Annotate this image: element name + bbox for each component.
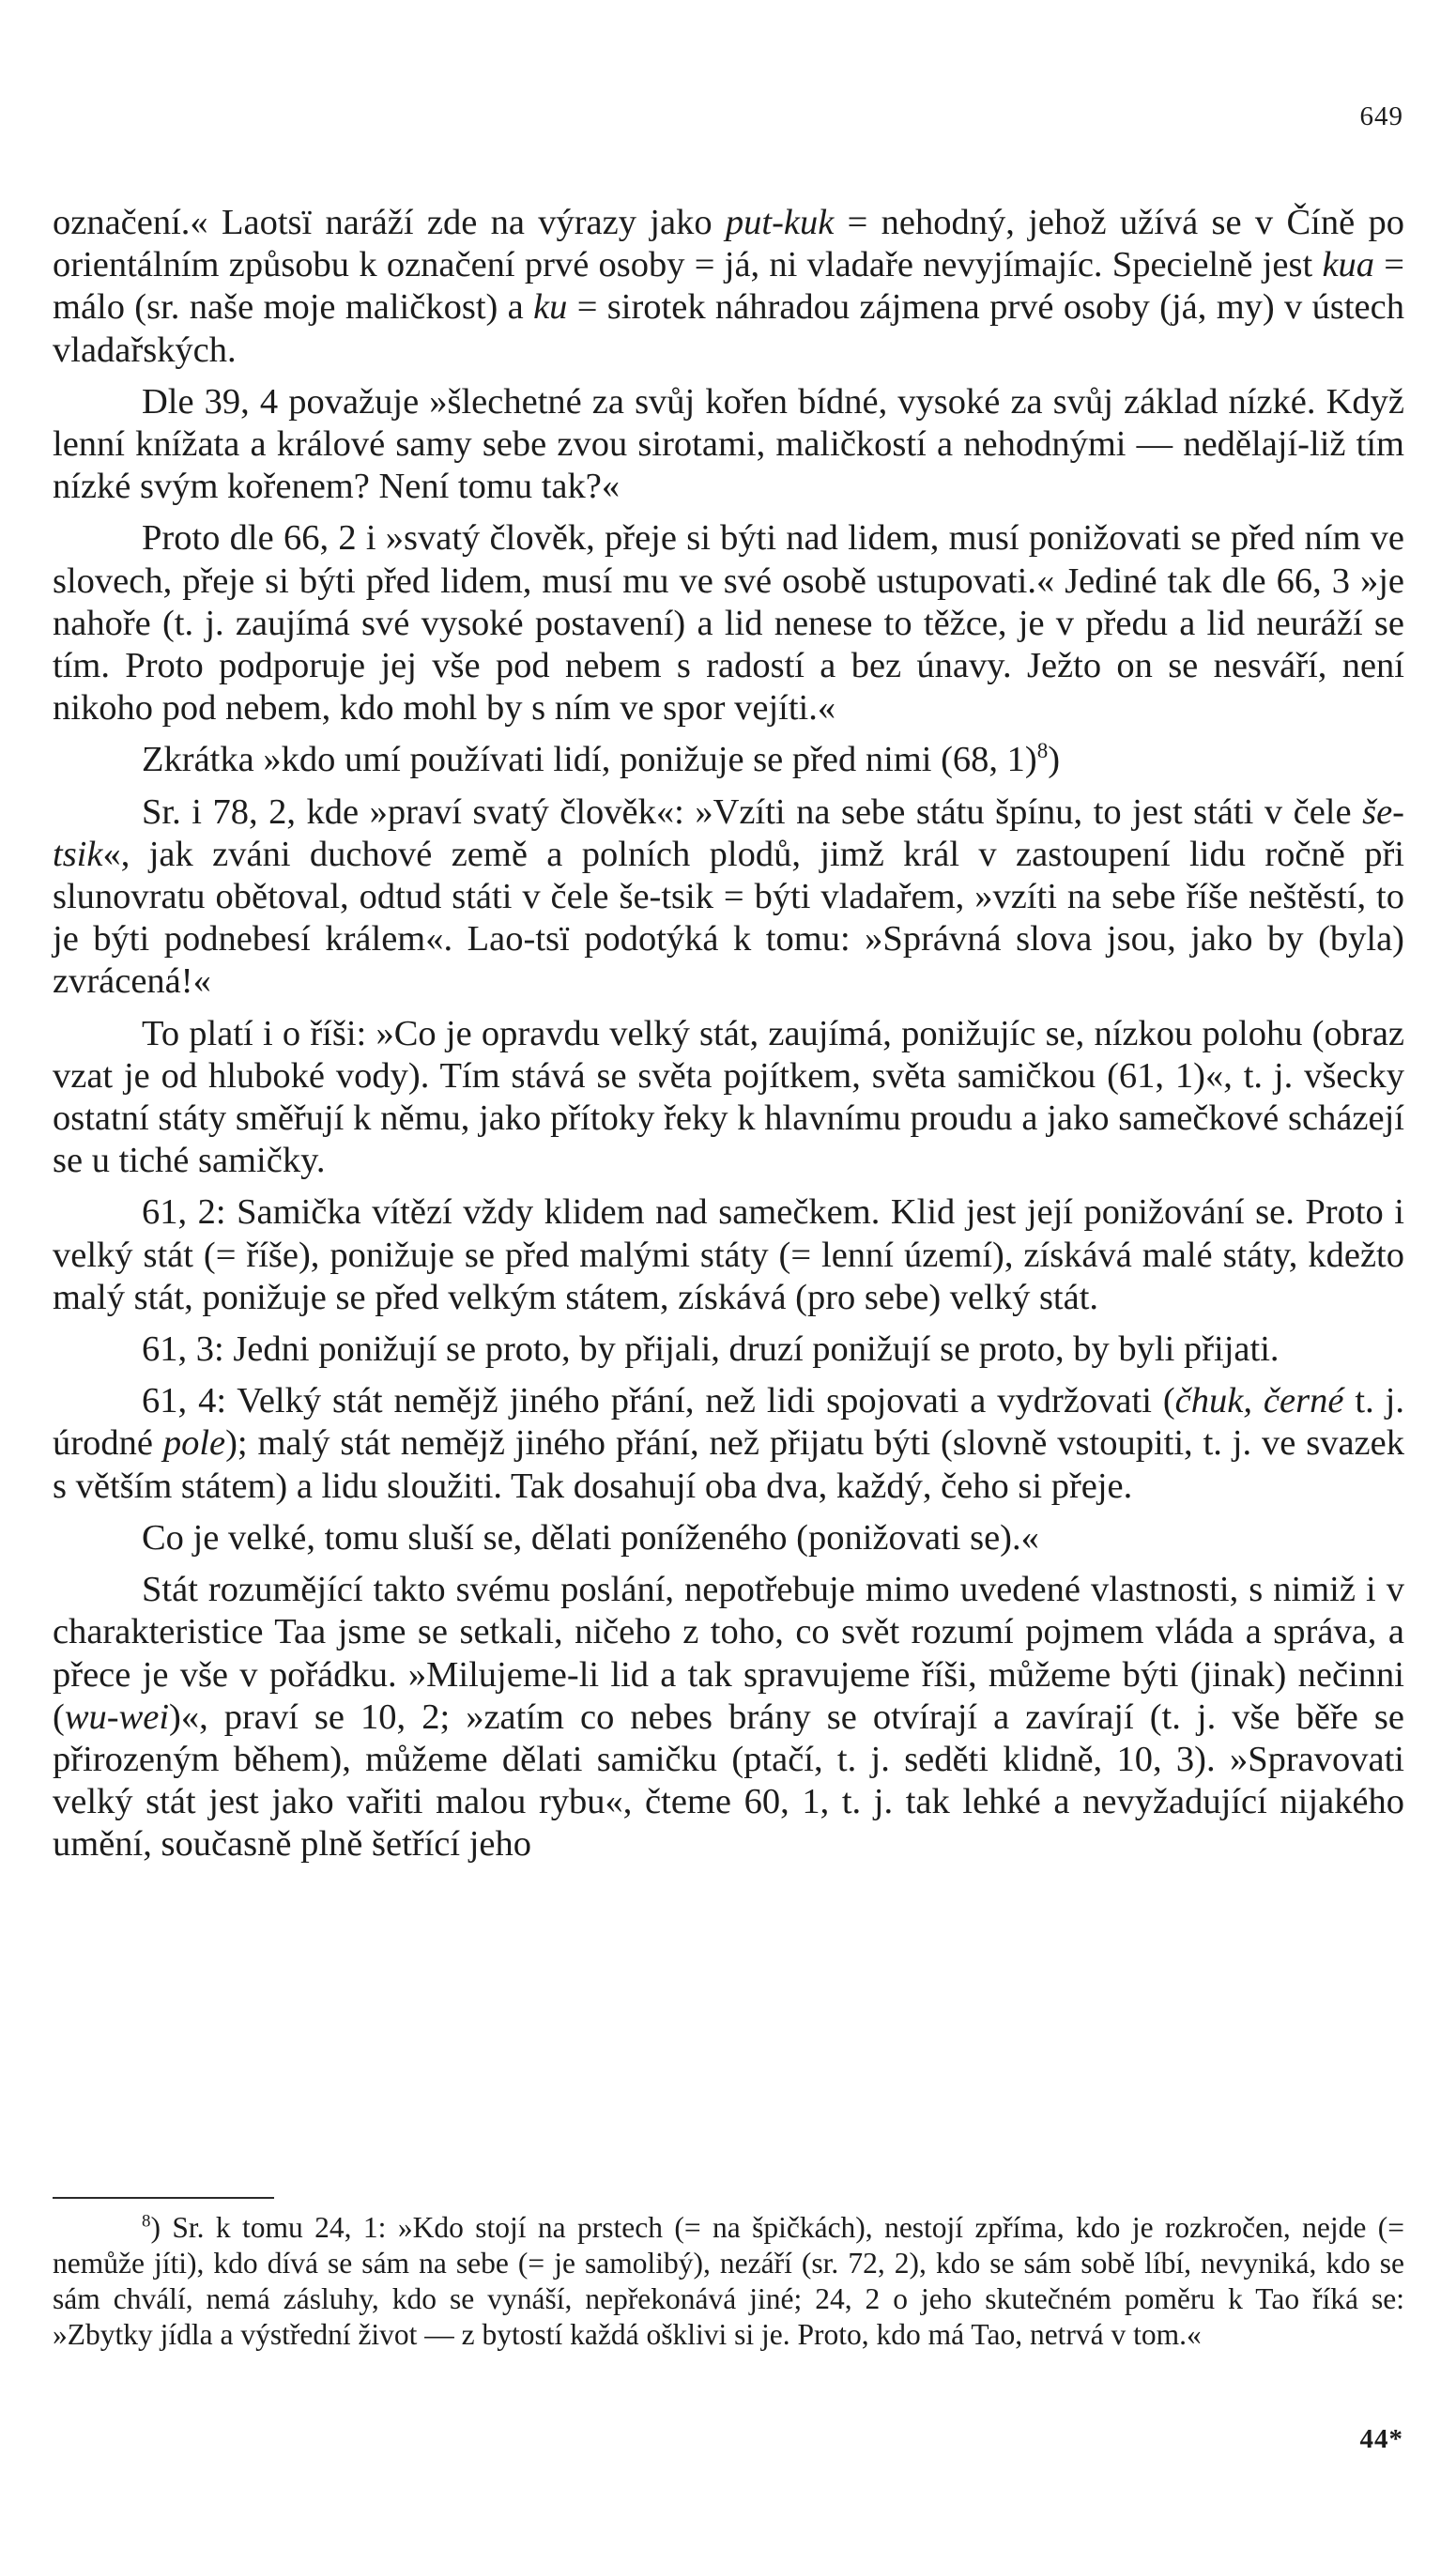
paragraph [53, 1013, 1404, 1183]
italic-term: ku [533, 287, 568, 328]
text-run: = málo (sr. naše moje maličkost) a [53, 245, 1405, 328]
text-run: Co je velké, tomu sluší se, dělati poníženého (ponižovati se).« [142, 1517, 1039, 1558]
paragraph [53, 1328, 1404, 1371]
footnote-marker: 8 [142, 2211, 151, 2232]
paragraph [53, 739, 1404, 781]
text-run: 61, 4: Velký stát nemějž jiného přání, než lidi spojovati a vydržovati ( [142, 1381, 1175, 1421]
paragraph [53, 791, 1404, 1004]
italic-term: kua [1322, 245, 1375, 285]
paragraph [53, 1191, 1404, 1319]
text-run: ) Sr. k tomu 24, 1: »Kdo stojí na prstech (= na špičkách), nestojí zpříma, kdo je rozkročen, nejde (= nemůže jíti), kdo dívá se sám na sebe (= je samolibý), nezáří (sr. 72, 2), kdo se sám sobě líbí, nevyniká, kdo se sám chválí, nemá zásluhy, kdo se vynáší, nepřekonává jiné; 24, 2 o jeho skutečném poměru k Tao říká se: »Zbytky jídla a výstřední život — z bytostí každá ošklivi si je. Proto, kdo má Tao, netrvá v tom.« [53, 2211, 1404, 2351]
text-run: To platí i o říši: »Co je opravdu velký stát, zaujímá, ponižujíc se, nízkou polohu (obraz vzat je od hluboké vody). Tím stává se světa pojítkem, světa samičkou (61, 1)«, t. j. všecky ostatní státy směřují k němu, jako přítoky řeky k hlavnímu proudu a jako samečkové scházejí se u tiché samičky. [53, 1013, 1404, 1181]
text-run: Dle 39, 4 považuje »šlechetné za svůj kořen bídné, vysoké za svůj základ nízké. Když lenní knížata a králové samy sebe zvou sirotami, maličkostí a nehodnými — nedělají-liž tím nízké svým kořenem? Není tomu tak?« [53, 381, 1404, 507]
text-run: ) [1048, 740, 1061, 780]
text-run: ); malý stát nemějž jiného přání, než přijatu býti (slovně vstoupiti, t. j. ve svazek s větším státem) a lidu sloužiti. Tak dosahují oba dva, každý, čeho si přeje. [53, 1423, 1404, 1506]
footnote-marker: 8 [1036, 738, 1049, 763]
italic-term: še-tsik [53, 791, 1404, 874]
text-run: = nehodný, jehož užívá se v Číně po orientálním způsobu k označení prvé osoby = já, ni vladaře nevyjímajíc. Specielně jest [53, 203, 1404, 285]
text-run: Stát rozumějící takto svému poslání, nepotřebuje mimo uvedené vlastnosti, s nimiž i v charakteristice Taa jsme se setkali, ničeho z toho, co svět rozumí pojmem vláda a správa, a přece je vše v pořádku. »Milujeme-li lid a tak spravujeme říši, můžeme býti (jinak) nečinni ( [53, 1570, 1404, 1737]
signature-mark: 44* [1359, 2424, 1403, 2454]
paragraph [53, 1380, 1404, 1508]
paragraph [53, 517, 1404, 729]
footnote-divider [53, 2197, 274, 2199]
italic-term: čhuk, černé [1174, 1381, 1344, 1421]
paragraph [53, 1517, 1404, 1559]
italic-term: put-kuk [725, 203, 835, 242]
paragraph [53, 202, 1404, 372]
footnote [53, 2210, 1404, 2353]
text-run: Zkrátka »kdo umí používati lidí, ponižuje se před nimi (68, 1) [142, 740, 1037, 780]
body-text [53, 202, 1404, 1866]
text-run: Proto dle 66, 2 i »svatý člověk, přeje si býti nad lidem, musí ponižovati se před ním ve slovech, přeje si býti před lidem, musí mu ve své osobě ustupovati.« Jediné tak dle 66, 3 »je nahoře (t. j. zaujímá své vysoké postavení) a lid nenese to těžce, je v předu a lid neuráží se tím. Proto podporuje jej vše pod nebem s radostí a bez únavy. Ježto on se nesváří, není nikoho pod nebem, kdo mohl by s ním ve spor vejíti.« [53, 518, 1404, 729]
paragraph [53, 1569, 1404, 1866]
page-number: 649 [1359, 101, 1403, 131]
footnotes [53, 2210, 1404, 2353]
text-run: označení.« Laotsï naráží zde na výrazy jako [53, 203, 726, 242]
text-run: = sirotek náhradou zájmena prvé osoby (já, my) v ústech vladařských. [53, 287, 1404, 370]
text-run: Sr. i 78, 2, kde »praví svatý člověk«: »Vzíti na sebe státu špínu, to jest státi v čele [142, 791, 1363, 832]
text-run: )«, praví se 10, 2; »zatím co nebes brány se otvírají a zavírají (t. j. vše běře se přirozeným během), můžeme dělati samičku (ptačí, t. j. seděti klidně, 10, 3). »Spravovati velký stát jest jako vařiti malou rybu«, čteme 60, 1, t. j. tak lehké a nevyžadující nijakého umění, současně plně šetřící jeho [53, 1697, 1404, 1865]
text-run: 61, 2: Samička vítězí vždy klidem nad samečkem. Klid jest její ponižování se. Proto i velký stát (= říše), ponižuje se před malými státy (= lenní území), získává malé státy, kdežto malý stát, ponižuje se před velkým státem, získává (pro sebe) velký stát. [53, 1192, 1404, 1317]
italic-term: pole [162, 1423, 226, 1464]
text-run: t. j. úrodné [53, 1381, 1404, 1464]
italic-term: wu-wei [64, 1697, 170, 1737]
text-run: «, jak zváni duchové země a polních plodů, jimž král v zastoupení lidu ročně při slunovratu obětoval, odtud státi v čele še-tsik = býti vladařem, »vzíti na sebe říše neštěstí, to je býti podnebesí králem«. Lao-tsï podotýká k tomu: »Správná slova jsou, jako by (byla) zvrácená!« [53, 834, 1404, 1002]
text-run: 61, 3: Jedni ponižují se proto, by přijali, druzí ponižují se proto, by byli přijati. [142, 1329, 1280, 1370]
paragraph [53, 381, 1404, 509]
